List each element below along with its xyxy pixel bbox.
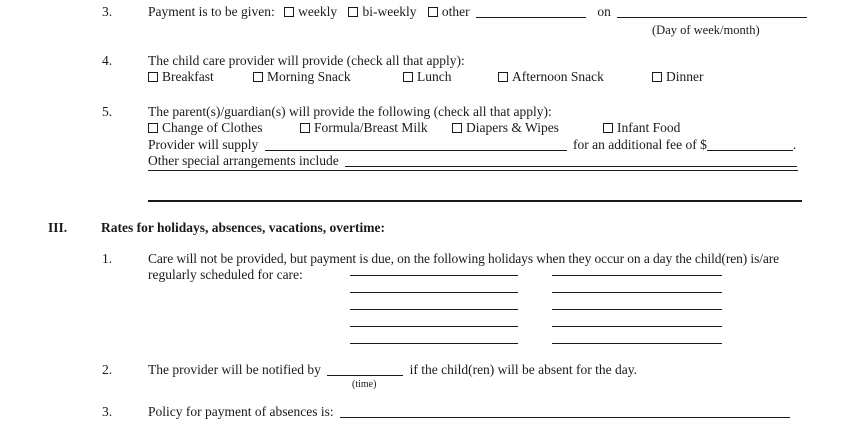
notify-label-end: if the child(ren) will be absent for the day.: [409, 362, 638, 377]
absence-item-number: 3.: [102, 404, 113, 419]
section-divider: [148, 200, 802, 202]
diapers-label: Diapers & Wipes: [466, 120, 559, 135]
provider-supply-row: Provider will supply for an additional fee of $ .: [148, 137, 797, 152]
section-iii-title: Rates for holidays, absences, vacations, overtime:: [101, 220, 385, 235]
fee-label: for an additional fee of $: [573, 137, 707, 152]
time-caption: (time): [352, 379, 377, 390]
day-caption: (Day of week/month): [652, 23, 760, 37]
holiday-item-text-2: regularly scheduled for care:: [148, 267, 303, 282]
item5-number: 5.: [102, 104, 113, 119]
section-iii-numeral: III.: [48, 220, 68, 235]
other-arrangements-field-2[interactable]: [148, 170, 798, 171]
parent-option-diapers: [452, 120, 559, 136]
holiday-field-9[interactable]: [350, 343, 518, 344]
clothes-label: Change of Clothes: [162, 120, 263, 135]
holiday-field-6[interactable]: [552, 309, 722, 310]
afternoon-snack-checkbox[interactable]: [498, 72, 508, 82]
absence-policy-field[interactable]: [340, 405, 790, 418]
meal-option-morning-snack: [253, 69, 351, 85]
other-payment-field[interactable]: [476, 5, 586, 18]
holiday-field-4[interactable]: [552, 292, 722, 293]
meal-option-lunch: [403, 69, 452, 85]
dinner-label: Dinner: [666, 69, 704, 84]
notify-time-field[interactable]: [327, 363, 403, 376]
notify-row: [148, 362, 637, 378]
infant-food-checkbox[interactable]: [603, 123, 613, 133]
notify-label: The provider will be notified by: [148, 362, 321, 377]
provider-supply-field[interactable]: [265, 138, 567, 151]
notify-item-number: 2.: [102, 362, 113, 377]
other-arrangements-row: [148, 153, 797, 169]
parent-option-infant-food: [603, 120, 680, 136]
fee-field[interactable]: [707, 138, 793, 151]
meal-option-afternoon-snack: [498, 69, 604, 85]
meal-option-breakfast: [148, 69, 214, 85]
holiday-field-7[interactable]: [350, 326, 518, 327]
lunch-checkbox[interactable]: [403, 72, 413, 82]
dinner-checkbox[interactable]: [652, 72, 662, 82]
lunch-label: Lunch: [417, 69, 452, 84]
formula-label: Formula/Breast Milk: [314, 120, 428, 135]
weekly-checkbox[interactable]: [284, 7, 294, 17]
other-arrangements-field[interactable]: [345, 154, 797, 167]
payment-row: [148, 4, 807, 20]
other-checkbox[interactable]: [428, 7, 438, 17]
parent-option-clothes: [148, 120, 263, 136]
biweekly-checkbox[interactable]: [348, 7, 358, 17]
other-label: other: [441, 4, 470, 19]
item3-number: 3.: [102, 4, 113, 19]
item4-number: 4.: [102, 53, 113, 68]
payment-label: Payment is to be given:: [148, 4, 275, 19]
breakfast-checkbox[interactable]: [148, 72, 158, 82]
parent-provides-label: The parent(s)/guardian(s) will provide the following (check all that apply):: [148, 104, 552, 119]
holiday-field-10[interactable]: [552, 343, 722, 344]
holiday-field-3[interactable]: [350, 292, 518, 293]
diapers-checkbox[interactable]: [452, 123, 462, 133]
provider-supply-label: Provider will supply: [148, 137, 259, 152]
absence-policy-label: Policy for payment of absences is:: [148, 404, 334, 419]
holiday-field-8[interactable]: [552, 326, 722, 327]
holiday-field-2[interactable]: [552, 275, 722, 276]
afternoon-snack-label: Afternoon Snack: [512, 69, 604, 84]
biweekly-label: bi-weekly: [362, 4, 417, 19]
holiday-field-5[interactable]: [350, 309, 518, 310]
absence-row: [148, 404, 790, 420]
other-arrangements-label: Other special arrangements include: [148, 153, 339, 168]
morning-snack-checkbox[interactable]: [253, 72, 263, 82]
parent-option-formula: [300, 120, 428, 136]
clothes-checkbox[interactable]: [148, 123, 158, 133]
formula-checkbox[interactable]: [300, 123, 310, 133]
holiday-item-number: 1.: [102, 251, 113, 266]
meal-option-dinner: [652, 69, 704, 85]
holiday-item-text: Care will not be provided, but payment is due, on the following holidays when they occur on a day the child(ren) is/are: [148, 251, 780, 266]
meals-label: The child care provider will provide (check all that apply):: [148, 53, 465, 68]
holiday-field-1[interactable]: [350, 275, 518, 276]
on-label: on: [597, 4, 611, 19]
weekly-label: weekly: [298, 4, 338, 19]
breakfast-label: Breakfast: [162, 69, 214, 84]
infant-food-label: Infant Food: [617, 120, 681, 135]
payment-day-field[interactable]: [617, 5, 807, 18]
morning-snack-label: Morning Snack: [267, 69, 351, 84]
